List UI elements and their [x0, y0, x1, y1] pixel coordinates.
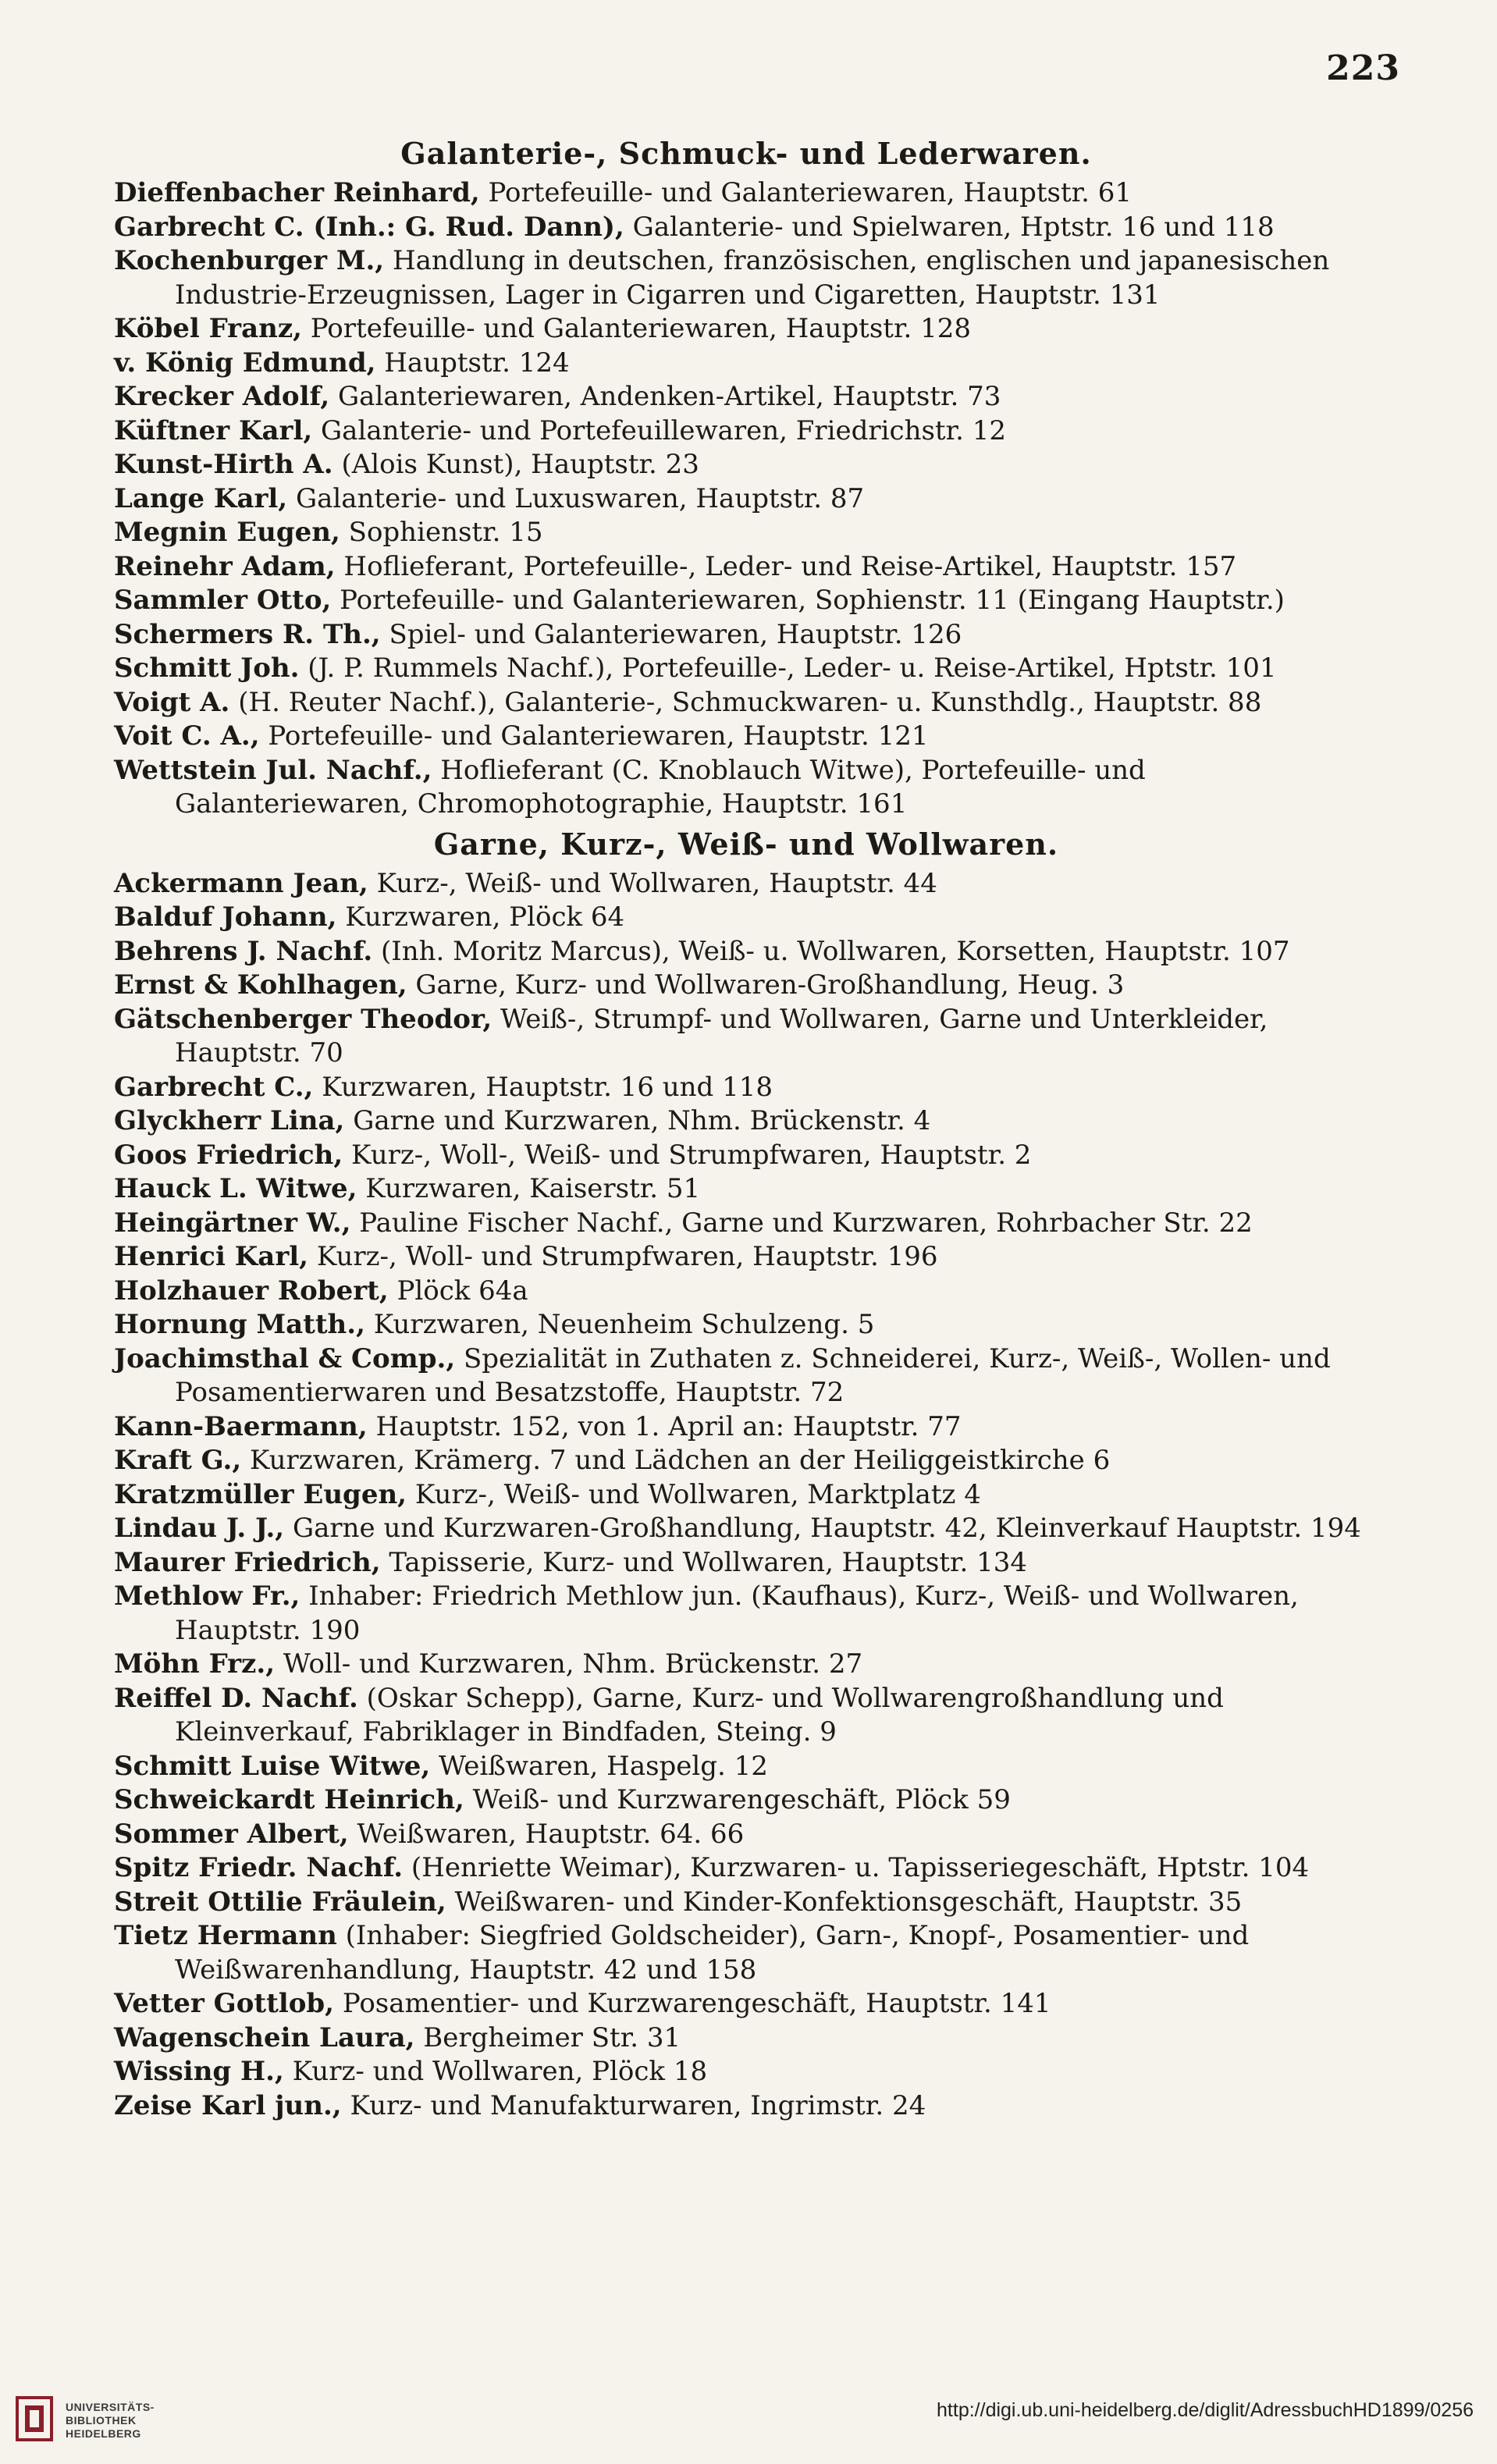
entry-name: Behrens J. Nachf.: [114, 935, 373, 967]
directory-entry: [114, 448, 1378, 482]
entry-name: Möhn Frz.,: [114, 1648, 276, 1680]
entry-details: Kurz- und Manufakturwaren, Ingrimstr. 24: [341, 2089, 926, 2121]
directory-entry: [114, 1750, 1378, 1784]
directory-entry: [114, 1410, 1378, 1445]
entry-name: Zeise Karl jun.,: [114, 2089, 342, 2121]
directory-entry: [114, 1478, 1378, 1513]
entry-details: (J. P. Rummels Nachf.), Portefeuille-, Leder- u. Reise-Artikel, Hptstr. 101: [299, 652, 1277, 684]
directory-entry: [114, 482, 1378, 517]
entry-name: Wettstein Jul. Nachf.,: [114, 754, 432, 786]
entry-name: Schmitt Luise Witwe,: [114, 1750, 431, 1782]
entry-details: Posamentier- und Kurzwarengeschäft, Hauptstr. 141: [334, 1988, 1051, 2019]
directory-entry: [114, 1851, 1378, 1886]
entry-details: Woll- und Kurzwaren, Nhm. Brückenstr. 27: [275, 1648, 863, 1680]
entry-name: Vetter Gottlob,: [114, 1988, 335, 2019]
entry-details: Hoflieferant, Portefeuille-, Leder- und Reise-Artikel, Hauptstr. 157: [335, 550, 1237, 582]
entry-name: Hauck L. Witwe,: [114, 1173, 357, 1204]
directory-entry: [114, 1886, 1378, 1920]
entry-name: Wagenschein Laura,: [114, 2021, 415, 2053]
directory-entry: [114, 618, 1378, 652]
entry-name: Hornung Matth.,: [114, 1309, 365, 1340]
entry-name: Sammler Otto,: [114, 585, 332, 616]
entry-name: v. König Edmund,: [114, 347, 376, 379]
entry-details: Garne und Kurzwaren, Nhm. Brückenstr. 4: [344, 1105, 931, 1136]
directory-entry: [114, 1172, 1378, 1207]
entry-name: Balduf Johann,: [114, 901, 337, 933]
entry-name: Kochenburger M.,: [114, 245, 385, 276]
entry-details: Kurz-, Woll-, Weiß- und Strumpfwaren, Hauptstr. 2: [343, 1139, 1032, 1171]
directory-entry: [114, 414, 1378, 449]
entry-details: Galanterie- und Portefeuillewaren, Friedrichstr. 12: [312, 414, 1006, 446]
entry-name: Kraft G.,: [114, 1445, 242, 1476]
entry-name: Methlow Fr.,: [114, 1580, 300, 1612]
library-logo: [16, 2390, 211, 2452]
directory-entry: [114, 550, 1378, 585]
entry-details: Garne, Kurz- und Wollwaren-Großhandlung, Heug. 3: [407, 969, 1125, 1001]
entry-details: (Oskar Schepp), Garne, Kurz- und Wollwarengroßhandlung und Kleinverkauf, Fabriklager in Bindfaden, Steing. 9: [175, 1682, 1224, 1748]
entry-details: Kurzwaren, Kaiserstr. 51: [357, 1173, 701, 1204]
entry-name: Lange Karl,: [114, 482, 288, 514]
directory-entry: [114, 1512, 1378, 1546]
entry-name: Goos Friedrich,: [114, 1139, 343, 1171]
directory-entry: [114, 1546, 1378, 1580]
entry-details: Kurzwaren, Krämerg. 7 und Lädchen an der Heiliggeistkirche 6: [241, 1445, 1111, 1476]
entry-details: Kurzwaren, Plöck 64: [336, 901, 625, 933]
directory-entry: [114, 1240, 1378, 1275]
directory-entry: [114, 211, 1378, 245]
entry-details: Weißwaren- und Kinder-Konfektionsgeschäft, Hauptstr. 35: [446, 1886, 1243, 1918]
directory-entry: [114, 1682, 1378, 1750]
directory-entry: [114, 1818, 1378, 1852]
entry-name: Schermers R. Th.,: [114, 618, 381, 650]
directory-entry: [114, 867, 1378, 901]
entry-name: Voigt A.: [114, 686, 230, 718]
library-emblem-icon: [16, 2396, 53, 2441]
directory-entry: [114, 1003, 1378, 1071]
entry-name: Henrici Karl,: [114, 1241, 309, 1272]
entry-name: Reinehr Adam,: [114, 550, 336, 582]
directory-entry: [114, 1987, 1378, 2021]
entry-details: Hauptstr. 124: [375, 347, 570, 379]
entry-details: Tapisserie, Kurz- und Wollwaren, Hauptstr. 134: [380, 1546, 1028, 1578]
entry-name: Glyckherr Lina,: [114, 1105, 345, 1136]
directory-entry: [114, 347, 1378, 381]
entry-name: Dieffenbacher Reinhard,: [114, 177, 480, 208]
entry-name: Garbrecht C.,: [114, 1071, 314, 1103]
section-heading: Galanterie-, Schmuck- und Lederwaren.: [400, 136, 1092, 171]
entry-details: Kurz-, Weiß- und Wollwaren, Hauptstr. 44: [368, 867, 937, 899]
entry-list: [114, 176, 1378, 822]
entry-details: Galanterie- und Spielwaren, Hptstr. 16 und 118: [624, 211, 1275, 243]
directory-entry: [114, 1648, 1378, 1682]
entry-details: Sophienstr. 15: [340, 517, 543, 548]
entry-details: Weiß-, Strumpf- und Wollwaren, Garne und Unterkleider, Hauptstr. 70: [175, 1003, 1268, 1068]
entry-details: Pauline Fischer Nachf., Garne und Kurzwaren, Rohrbacher Str. 22: [350, 1207, 1253, 1239]
directory-entry: [114, 244, 1378, 312]
entry-name: Kann-Baermann,: [114, 1410, 368, 1442]
entry-details: Plöck 64a: [388, 1275, 528, 1307]
directory-entry: [114, 1104, 1378, 1139]
entry-name: Gätschenberger Theodor,: [114, 1003, 492, 1035]
entry-details: Kurz-, Weiß- und Wollwaren, Marktplatz 4: [407, 1478, 981, 1510]
directory-entry: [114, 2021, 1378, 2056]
page-number: 223: [1326, 48, 1400, 88]
entry-name: Krecker Adolf,: [114, 381, 330, 412]
directory-entry: [114, 935, 1378, 969]
entry-details: Kurzwaren, Hauptstr. 16 und 118: [313, 1071, 773, 1103]
entry-details: Portefeuille- und Galanteriewaren, Hauptstr. 61: [479, 177, 1133, 208]
entry-name: Voit C. A.,: [114, 720, 260, 752]
library-name: UNIVERSITÄTS- BIBLIOTHEK HEIDELBERG: [66, 2401, 155, 2440]
entry-name: Schweickardt Heinrich,: [114, 1784, 464, 1815]
directory-content: [114, 131, 1378, 2123]
entry-name: Kratzmüller Eugen,: [114, 1478, 407, 1510]
entry-details: (H. Reuter Nachf.), Galanterie-, Schmuckwaren- u. Kunsthdlg., Hauptstr. 88: [229, 686, 1262, 718]
directory-entry: [114, 754, 1378, 822]
directory-entry: [114, 1919, 1378, 1987]
entry-name: Schmitt Joh.: [114, 652, 300, 684]
directory-entry: [114, 1580, 1378, 1648]
entry-details: Hauptstr. 152, von 1. April an: Hauptstr. 77: [367, 1410, 962, 1442]
entry-details: Portefeuille- und Galanteriewaren, Hauptstr. 121: [259, 720, 929, 752]
entry-details: Kurz- und Wollwaren, Plöck 18: [283, 2056, 708, 2087]
footer: [0, 2380, 1497, 2464]
entry-details: Portefeuille- und Galanteriewaren, Hauptstr. 128: [302, 313, 971, 344]
directory-entry: [114, 686, 1378, 720]
directory-entry: [114, 1071, 1378, 1105]
entry-details: Kurz-, Woll- und Strumpfwaren, Hauptstr. 196: [308, 1241, 938, 1272]
entry-details: Spezialität in Zuthaten z. Schneiderei, Kurz-, Weiß-, Wollen- und Posamentierwaren und Besatzstoffe, Hauptstr. 72: [175, 1342, 1331, 1408]
entry-name: Megnin Eugen,: [114, 517, 340, 548]
directory-entry: [114, 1207, 1378, 1241]
directory-entry: [114, 1308, 1378, 1342]
directory-entry: [114, 1139, 1378, 1173]
entry-details: (Henriette Weimar), Kurzwaren- u. Tapisseriegeschäft, Hptstr. 104: [403, 1852, 1310, 1883]
entry-details: Portefeuille- und Galanteriewaren, Sophienstr. 11 (Eingang Hauptstr.): [331, 585, 1285, 616]
entry-name: Spitz Friedr. Nachf.: [114, 1852, 404, 1883]
entry-name: Sommer Albert,: [114, 1818, 349, 1850]
entry-name: Maurer Friedrich,: [114, 1546, 381, 1578]
entry-name: Ernst & Kohlhagen,: [114, 969, 407, 1001]
entry-name: Garbrecht C. (Inh.: G. Rud. Dann),: [114, 211, 624, 243]
directory-entry: [114, 1444, 1378, 1478]
directory-entry: [114, 176, 1378, 211]
directory-entry: [114, 720, 1378, 754]
entry-details: Galanterie- und Luxuswaren, Hauptstr. 87: [287, 482, 865, 514]
directory-entry: [114, 901, 1378, 935]
entry-name: Joachimsthal & Comp.,: [114, 1342, 456, 1374]
directory-entry: [114, 2055, 1378, 2089]
entry-details: Weiß- und Kurzwarengeschäft, Plöck 59: [464, 1784, 1011, 1815]
entry-list: [114, 867, 1378, 2124]
directory-entry: [114, 969, 1378, 1003]
entry-details: Inhaber: Friedrich Methlow jun. (Kaufhaus), Kurz-, Weiß- und Wollwaren, Hauptstr. 190: [175, 1580, 1299, 1646]
directory-entry: [114, 652, 1378, 686]
entry-details: (Inh. Moritz Marcus), Weiß- u. Wollwaren, Korsetten, Hauptstr. 107: [372, 935, 1290, 967]
entry-name: Köbel Franz,: [114, 313, 302, 344]
section-heading: Garne, Kurz-, Weiß- und Wollwaren.: [433, 826, 1059, 862]
directory-entry: [114, 1783, 1378, 1818]
directory-entry: [114, 312, 1378, 347]
directory-entry: [114, 516, 1378, 550]
entry-details: Garne und Kurzwaren-Großhandlung, Hauptstr. 42, Kleinverkauf Hauptstr. 194: [284, 1513, 1361, 1544]
entry-name: Wissing H.,: [114, 2056, 284, 2087]
directory-entry: [114, 380, 1378, 414]
section-galanterie: [114, 131, 1378, 822]
source-url[interactable]: http://digi.ub.uni-heidelberg.de/diglit/AdressbuchHD1899/0256: [937, 2399, 1474, 2421]
directory-entry: [114, 2089, 1378, 2124]
entry-details: (Alois Kunst), Hauptstr. 23: [332, 449, 699, 480]
entry-details: Spiel- und Galanteriewaren, Hauptstr. 126: [380, 618, 962, 650]
entry-name: Tietz Hermann: [114, 1920, 337, 1951]
entry-details: Weißwaren, Hauptstr. 64. 66: [348, 1818, 745, 1850]
entry-name: Lindau J. J.,: [114, 1513, 285, 1544]
directory-entry: [114, 1342, 1378, 1410]
entry-details: Hoflieferant (C. Knoblauch Witwe), Portefeuille- und Galanteriewaren, Chromophotographie, Hauptstr. 161: [175, 754, 1146, 820]
entry-name: Kunst-Hirth A.: [114, 449, 333, 480]
entry-details: Bergheimer Str. 31: [414, 2021, 681, 2053]
entry-details: Kurzwaren, Neuenheim Schulzeng. 5: [364, 1309, 875, 1340]
entry-name: Holzhauer Robert,: [114, 1275, 389, 1307]
section-garne: [114, 822, 1378, 2124]
entry-name: Küftner Karl,: [114, 414, 313, 446]
entry-details: (Inhaber: Siegfried Goldscheider), Garn-, Knopf-, Posamentier- und Weißwarenhandlung, Hauptstr. 42 und 158: [175, 1920, 1250, 1986]
entry-name: Heingärtner W.,: [114, 1207, 351, 1239]
entry-details: Galanteriewaren, Andenken-Artikel, Hauptstr. 73: [329, 381, 1001, 412]
directory-entry: [114, 1275, 1378, 1309]
entry-name: Ackermann Jean,: [114, 867, 368, 899]
directory-entry: [114, 584, 1378, 618]
entry-name: Reiffel D. Nachf.: [114, 1682, 358, 1714]
entry-name: Streit Ottilie Fräulein,: [114, 1886, 446, 1918]
entry-details: Handlung in deutschen, französischen, englischen und japanesischen Industrie-Erzeugnissen, Lager in Cigarren und Cigaretten, Hauptstr. 131: [175, 245, 1330, 311]
entry-details: Weißwaren, Haspelg. 12: [430, 1750, 768, 1782]
